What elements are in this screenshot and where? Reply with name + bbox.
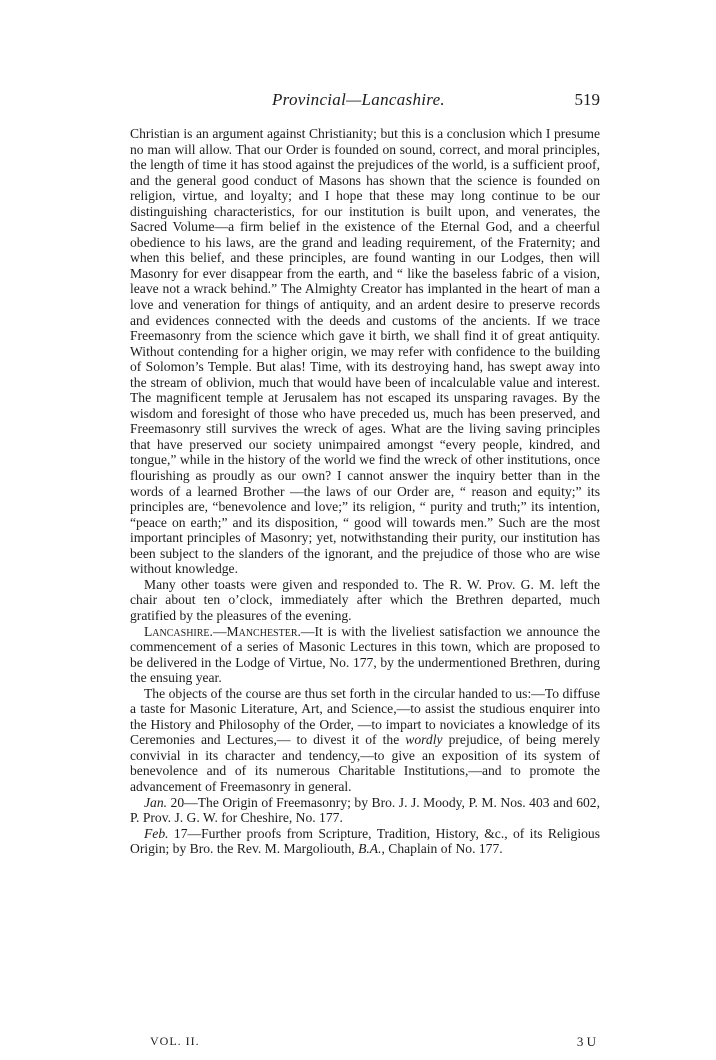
- paragraph-course-objects: [130, 686, 600, 795]
- lecture-date-feb: Feb.: [144, 825, 169, 841]
- heading-dash: —: [212, 623, 227, 639]
- lecture-entry-jan: [130, 795, 600, 826]
- lecture-text-feb-2: , Chaplain of No. 177.: [381, 841, 503, 857]
- lecture-degree: B.A.: [358, 841, 382, 857]
- paragraph-speech: Christian is an argument against Christianity; but this is a conclusion which I presume no man will allow. That our Order is founded on sound, correct, and moral principles, the length of time it has stood against the prejudices of the world, is a sufficient proof, and the general good conduct of Masons has shown that the science is founded on religion, virtue, and loyalty; and I hope that these may long continue to be our distinguishing characteristics, for our institution is built upon, and venerates, the Sacred Volume—a firm belief in the existence of the Eternal God, and a cheerful obedience to his laws, are the grand and leading requirement, of the Fraternity; and when this belief, and these principles, are found wanting in our Lodges, then will Masonry for ever disappear from the earth, and “ like the baseless fabric of a vision, leave not a wrack behind.” The Almighty Creator has implanted in the heart of man a love and veneration for things of antiquity, and an ardent desire to preserve records and evidences connected with the deeds and customs of the ancients. If we trace Freemasonry from the science which gave it birth, we shall find it of great antiquity. Without contending for a higher origin, we may refer with confidence to the building of Solomon’s Temple. But alas! Time, with its destroying hand, has swept away into the stream of oblivion, much that would have been of incalculable value and interest. The magnificent temple at Jerusalem has not escaped its unsparing ravages. By the wisdom and foresight of those who have preceded us, much has been preserved, and Freemasonry still survives the wreck of ages. What are the living saving principles that have preserved our society unimpaired amongst “every people, kindred, and tongue,” while in the history of the world we find the wreck of other institutions, once flourishing as proudly as our own? I cannot answer the inquiry better than in the words of a learned Brother —the laws of our Order are, “ reason and equity;” its principles are, “benevolence and love;” its religion, “ purity and truth;” its intention, “peace on earth;” and its disposition, “ good will towards men.” Such are the most important principles of Masonry; yet, notwithstanding their purity, our institution has been subject to the slanders of the ignorant, and the prejudice of those who are wise without knowledge.: [130, 126, 600, 577]
- signature-mark: 3 U: [576, 1034, 596, 1049]
- page-number: 519: [574, 90, 600, 109]
- section-heading-lancashire: Lancashire.: [144, 623, 213, 639]
- lecture-entry-feb: [130, 826, 600, 857]
- lecture-text-jan: 20—The Origin of Freemasonry; by Bro. J. J. Moody, P. M. Nos. 403 and 602, P. Prov. J. G. W. for Cheshire, No. 177.: [130, 794, 600, 826]
- body-text: [130, 126, 600, 857]
- page-footer: [150, 1034, 596, 1050]
- running-title: Provincial—Lancashire.: [272, 90, 445, 109]
- paragraph-manchester-announcement: [130, 624, 600, 686]
- objects-text-start: The objects of the course are thus set forth in the circular handed to us:—To diffuse a taste for Masonic Literature, Art, and Science,—to assist the studious enquirer into the History and Philosophy of the Order, —to impart to noviciates a knowledge of its Ceremonies and Lectures,— to divest it of the: [130, 685, 600, 748]
- page-header: [130, 90, 600, 114]
- announcement-text: —It is with the liveliest satisfaction we announce the commencement of a series of Masonic Lectures in this town, which are proposed to be delivered in the Lodge of Virtue, No. 177, by the undermentioned Brethren, during the ensuing year.: [130, 623, 600, 686]
- volume-mark: VOL. II.: [150, 1034, 200, 1048]
- lecture-text-feb-1: 17—Further proofs from Scripture, Tradition, History, &c., of its Religious Origin; by Bro. the Rev. M. Margoliouth,: [130, 825, 600, 857]
- objects-text-end: prejudice, of being merely convivial in its character and tendency,—to give an exposition of its system of benevolence and of its numerous Charitable Institutions,—and to promote the advancement of Freemasonry in general.: [130, 732, 600, 794]
- section-heading-manchester: Manchester.: [226, 623, 301, 639]
- objects-italic-word: wordly: [405, 732, 443, 748]
- lecture-date-jan: Jan.: [144, 794, 168, 810]
- paragraph-toasts: Many other toasts were given and responded to. The R. W. Prov. G. M. left the chair about ten o’clock, immediately after which the Brethren departed, much gratified by the pleasures of the evening.: [130, 576, 600, 623]
